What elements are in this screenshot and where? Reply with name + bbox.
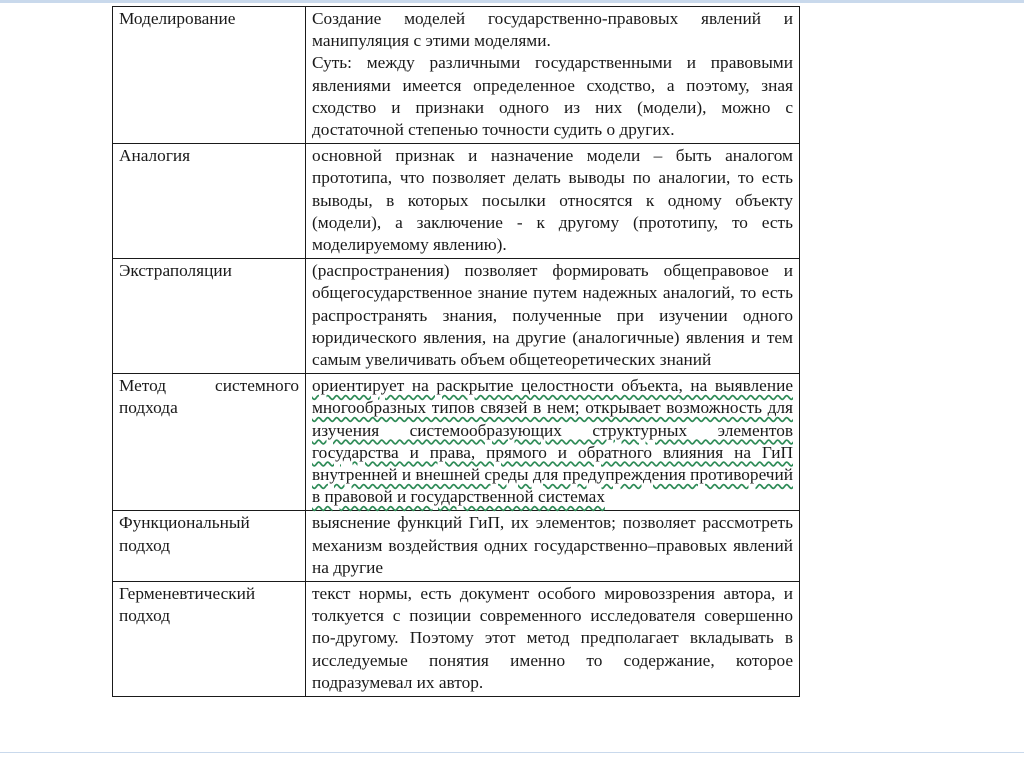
description-paragraph: Создание моделей государственно-правовых явлений и манипуляция с этими моделями.	[312, 9, 793, 51]
table-row	[113, 144, 800, 259]
page-top-border	[0, 0, 1024, 3]
row-term: Герменевтический подход	[113, 582, 306, 697]
row-term: Экстраполяции	[113, 259, 306, 374]
description-paragraph: ориентирует на раскрытие целостности объекта, на выявление многообразных типов связей в нем; открывает возможность для изучения системообразующих структурных элементов государства и права, прямого и обратного влияния на ГиП внутренней и внешней среды для предупреждения противоречий в правовой и государственной системах	[312, 376, 793, 507]
row-description	[306, 374, 800, 511]
row-description	[306, 7, 800, 144]
table-row	[113, 582, 800, 697]
description-paragraph: основной признак и назначение модели – быть аналогом прототипа, что позволяет делать выводы по аналогии, то есть выводы, в которых посылки относятся к одному объекту (модели), а заключение - к другому (прототипу, то есть моделируемому явлению).	[312, 146, 793, 255]
page-bottom-border	[0, 752, 1024, 753]
description-paragraph: текст нормы, есть документ особого мировоззрения автора, и толкуется с позиции современного исследователя совершенно по-другому. Поэтому этот метод предполагает вкладывать в исследуемые понятия именно то содержание, которое подразумевал их автор.	[312, 584, 793, 692]
table-row	[113, 7, 800, 144]
row-description	[306, 511, 800, 582]
description-paragraph: Суть: между различными государственными и правовыми явлениями имеется определенное сходство, а поэтому, зная сходство и признаки одного из них (модели), можно с достаточной степенью точности судить о других.	[312, 53, 793, 140]
table-row	[113, 511, 800, 582]
row-description	[306, 582, 800, 697]
row-term: Моделирование	[113, 7, 306, 144]
table-row	[113, 259, 800, 374]
row-term: Функциональный подход	[113, 511, 306, 582]
description-paragraph: (распространения) позволяет формировать общеправовое и общегосударственное знание путем надежных аналогий, то есть распространять знания, полученные при изучении одного юридического явления, на другие (аналогичные) явления и тем самым увеличивать объем общетеоретических знаний	[312, 261, 793, 370]
row-description	[306, 259, 800, 374]
methods-table	[112, 6, 800, 697]
description-paragraph: выяснение функций ГиП, их элементов; позволяет рассмотреть механизм воздействия одних государственно–правовых явлений на другие	[312, 513, 793, 577]
row-term: Метод системного подхода	[113, 374, 306, 511]
row-description	[306, 144, 800, 259]
table-row	[113, 374, 800, 511]
row-term: Аналогия	[113, 144, 306, 259]
